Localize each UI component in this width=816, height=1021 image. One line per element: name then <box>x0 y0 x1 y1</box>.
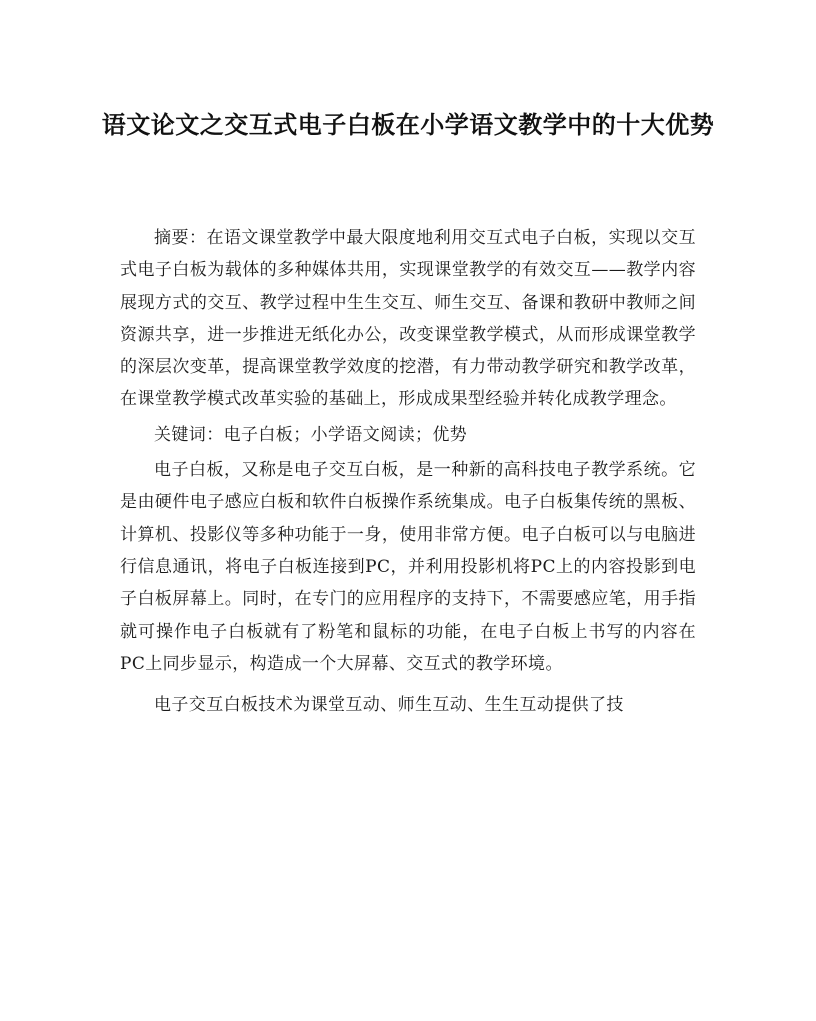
abstract-paragraph: 摘要：在语文课堂教学中最大限度地利用交互式电子白板，实现以交互式电子白板为载体的多种媒体共用，实现课堂教学的有效交互——教学内容展现方式的交互、教学过程中生生交互、师生交互、备课和教研中教师之间资源共享，进一步推进无纸化办公，改变课堂教学模式，从而形成课堂教学的深层次变革，提高课堂教学效度的挖潜，有力带动教学研究和教学改革，在课堂教学模式改革实验的基础上，形成成果型经验并转化成教学理念。 <box>120 228 696 410</box>
body-paragraph-2: 电子交互白板技术为课堂互动、师生互动、生生互动提供了技 <box>154 695 624 716</box>
document-title: 语文论文之交互式电子白板在小学语文教学中的十大优势 <box>101 110 715 139</box>
document-body <box>120 222 696 721</box>
body-paragraph-1: 电子白板，又称是电子交互白板，是一种新的高科技电子教学系统。它是由硬件电子感应白板和软件白板操作系统集成。电子白板集传统的黑板、计算机、投影仪等多种功能于一身，使用非常方便。电子白板可以与电脑进行信息通讯，将电子白板连接到PC，并利用投影机将PC上的内容投影到电子白板屏幕上。同时，在专门的应用程序的支持下，不需要感应笔，用手指就可操作电子白板就有了粉笔和鼠标的功能，在电子白板上书写的内容在PC上同步显示，构造成一个大屏幕、交互式的教学环境。 <box>120 460 696 674</box>
keywords-paragraph: 关键词：电子白板；小学语文阅读；优势 <box>154 424 468 445</box>
